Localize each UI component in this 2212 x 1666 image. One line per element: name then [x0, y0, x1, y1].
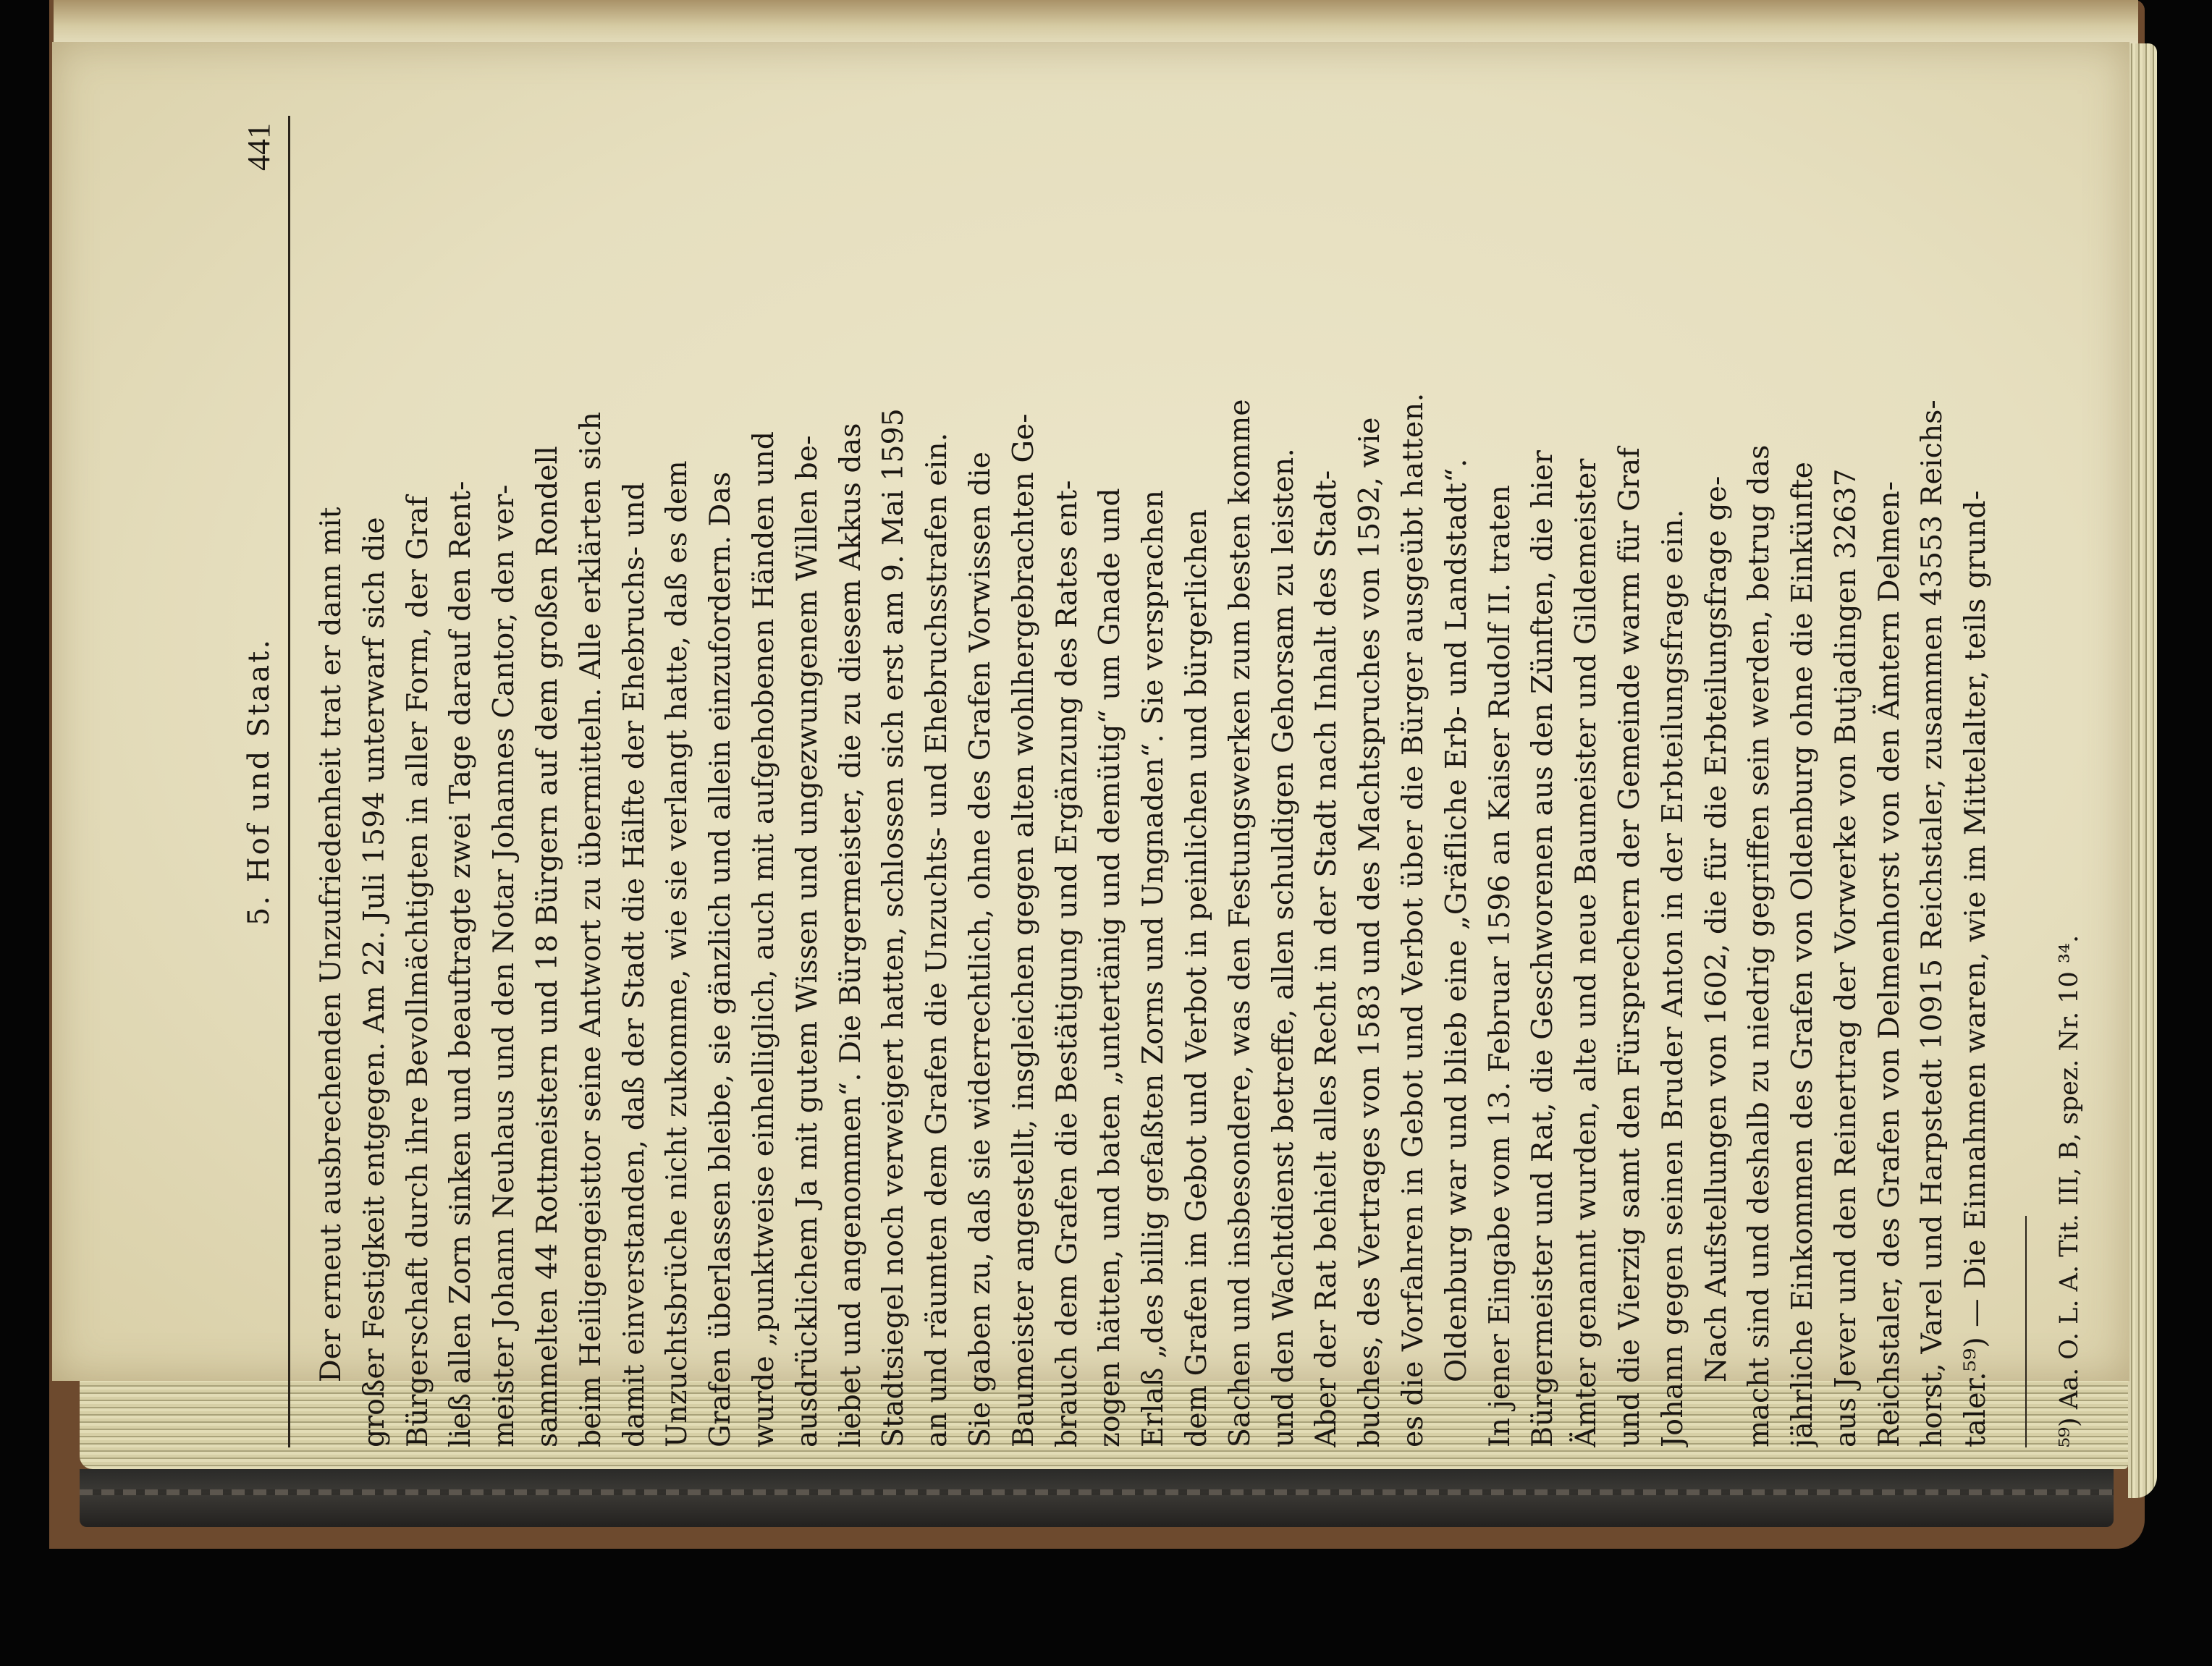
book-spine [80, 1469, 2114, 1527]
text-line: sammelten 44 Rottmeistern und 18 Bürgern auf dem großen Rondell [530, 446, 564, 1447]
text-line: Baumeister angestellt, insgleichen gegen alten wohlhergebrachten Ge- [1006, 413, 1040, 1447]
text-line: an und räumten dem Grafen die Unzuchts- und Ehebruchsstrafen ein. [920, 432, 954, 1447]
text-line: Sie gaben zu, daß sie widerrechtlich, ohne des Grafen Vorwissen die [963, 452, 997, 1447]
running-head: 5. Hof und Staat. [242, 637, 276, 926]
text-line: taler.⁵⁹) — Die Einnahmen waren, wie im Mittelalter, teils grund- [1959, 490, 1993, 1447]
text-line: Ämter genannt wurden, alte und neue Baumeister und Gildemeister [1569, 458, 1603, 1447]
text-line: Der erneut ausbrechenden Unzufriedenheit trat er dann mit [314, 507, 347, 1382]
top-page-edge [54, 0, 2138, 43]
text-line: ließ allen Zorn sinken und beauftragte zwei Tage darauf den Rent- [444, 481, 478, 1447]
page-number: 441 [241, 123, 276, 171]
text-line: Erlaß „des billig gefaßten Zorns und Ungnaden“. Sie versprachen [1136, 490, 1170, 1447]
text-line: zogen hätten, und baten „untertänig und demütig“ um Gnade und [1093, 488, 1127, 1447]
text-line: ausdrücklichem Ja mit gutem Wissen und ungezwungenem Willen be- [790, 435, 824, 1447]
text-line: Stadtsiegel noch verweigert hatten, schlossen sich erst am 9. Mai 1595 [877, 408, 911, 1447]
text-line: Johann gegen seinen Bruder Anton in der Erbteilungsfrage ein. [1655, 509, 1689, 1447]
text-line: jährliche Einkommen des Grafen von Oldenburg ohne die Einkünfte [1786, 462, 1820, 1447]
text-line: Nach Aufstellungen von 1602, die für die Erbteilungsfrage ge- [1699, 475, 1733, 1382]
text-line: liebet und angenommen“. Die Bürgermeister, die zu diesem Akkus das [833, 423, 867, 1447]
text-line: dem Grafen im Gebot und Verbot in peinlichen und bürgerlichen [1179, 509, 1213, 1447]
text-line: beim Heiligengeisttor seine Antwort zu übermitteln. Alle erklärten sich [573, 412, 607, 1447]
text-line: macht sind und deshalb zu niedrig gegriffen sein werden, betrug das [1742, 444, 1776, 1447]
text-line: und den Wachtdienst betreffe, allen schuldigen Gehorsam zu leisten. [1266, 448, 1300, 1447]
header-rule [288, 116, 290, 1447]
text-line: Grafen überlassen bleibe, sie gänzlich und allein einzufordern. Das [704, 471, 738, 1447]
text-line: damit einverstanden, daß der Stadt die Hälfte der Ehebruchs- und [617, 482, 651, 1447]
text-line: Oldenburg war und blieb eine „Gräfliche Erb- und Landstadt“. [1439, 458, 1473, 1382]
text-line: Bürgerschaft durch ihre Bevollmächtigten in aller Form, der Graf [400, 496, 434, 1447]
text-line: und die Vierzig samt den Fürsprechern der Gemeinde warm für Graf [1612, 447, 1646, 1447]
text-line: aus Jever und den Reinertrag der Vorwerke von Butjadingen 32637 [1828, 468, 1862, 1447]
text-line: buches, des Vertrages von 1583 und des Machtspruches von 1592, wie [1353, 417, 1387, 1447]
text-line: großer Festigkeit entgegen. Am 22. Juli 1594 unterwarf sich die [357, 517, 391, 1447]
page-text-block [237, 116, 2206, 1447]
text-line: Aber der Rat behielt alles Recht in der Stadt nach Inhalt des Stadt- [1309, 470, 1343, 1447]
text-line: In jener Eingabe vom 13. Februar 1596 an Kaiser Rudolf II. traten [1482, 485, 1516, 1447]
text-line: Sachen und insbesondere, was den Festungswerken zum besten komme [1223, 399, 1257, 1447]
text-line: meister Johann Neuhaus und den Notar Johannes Cantor, den ver- [487, 484, 521, 1447]
text-line: Bürgermeister und Rat, die Geschworenen aus den Zünften, die hier [1526, 450, 1560, 1447]
footnote: ⁵⁹) Aa. O. L. A. Tit. III, B, spez. Nr. 10 ³⁴. [2055, 934, 2084, 1447]
footnote-rule [2025, 1216, 2027, 1447]
text-line: es die Vorfahren in Gebot und Verbot über die Bürger ausgeübt hatten. [1396, 392, 1430, 1447]
text-line: brauch dem Grafen die Bestätigung und Ergänzung des Rates ent- [1050, 480, 1084, 1447]
body-text [310, 116, 1998, 1447]
text-line: horst, Varel und Harpstedt 10915 Reichstaler, zusammen 43553 Reichs- [1915, 399, 1949, 1447]
text-line: wurde „punktweise einhelliglich, auch mit aufgehobenen Händen und [746, 431, 780, 1447]
text-line: Unzuchtsbrüche nicht zukomme, wie sie verlangt hatte, daß es dem [660, 460, 694, 1447]
text-line: Reichstaler, des Grafen von Delmenhorst von den Ämtern Delmen- [1872, 481, 1906, 1447]
